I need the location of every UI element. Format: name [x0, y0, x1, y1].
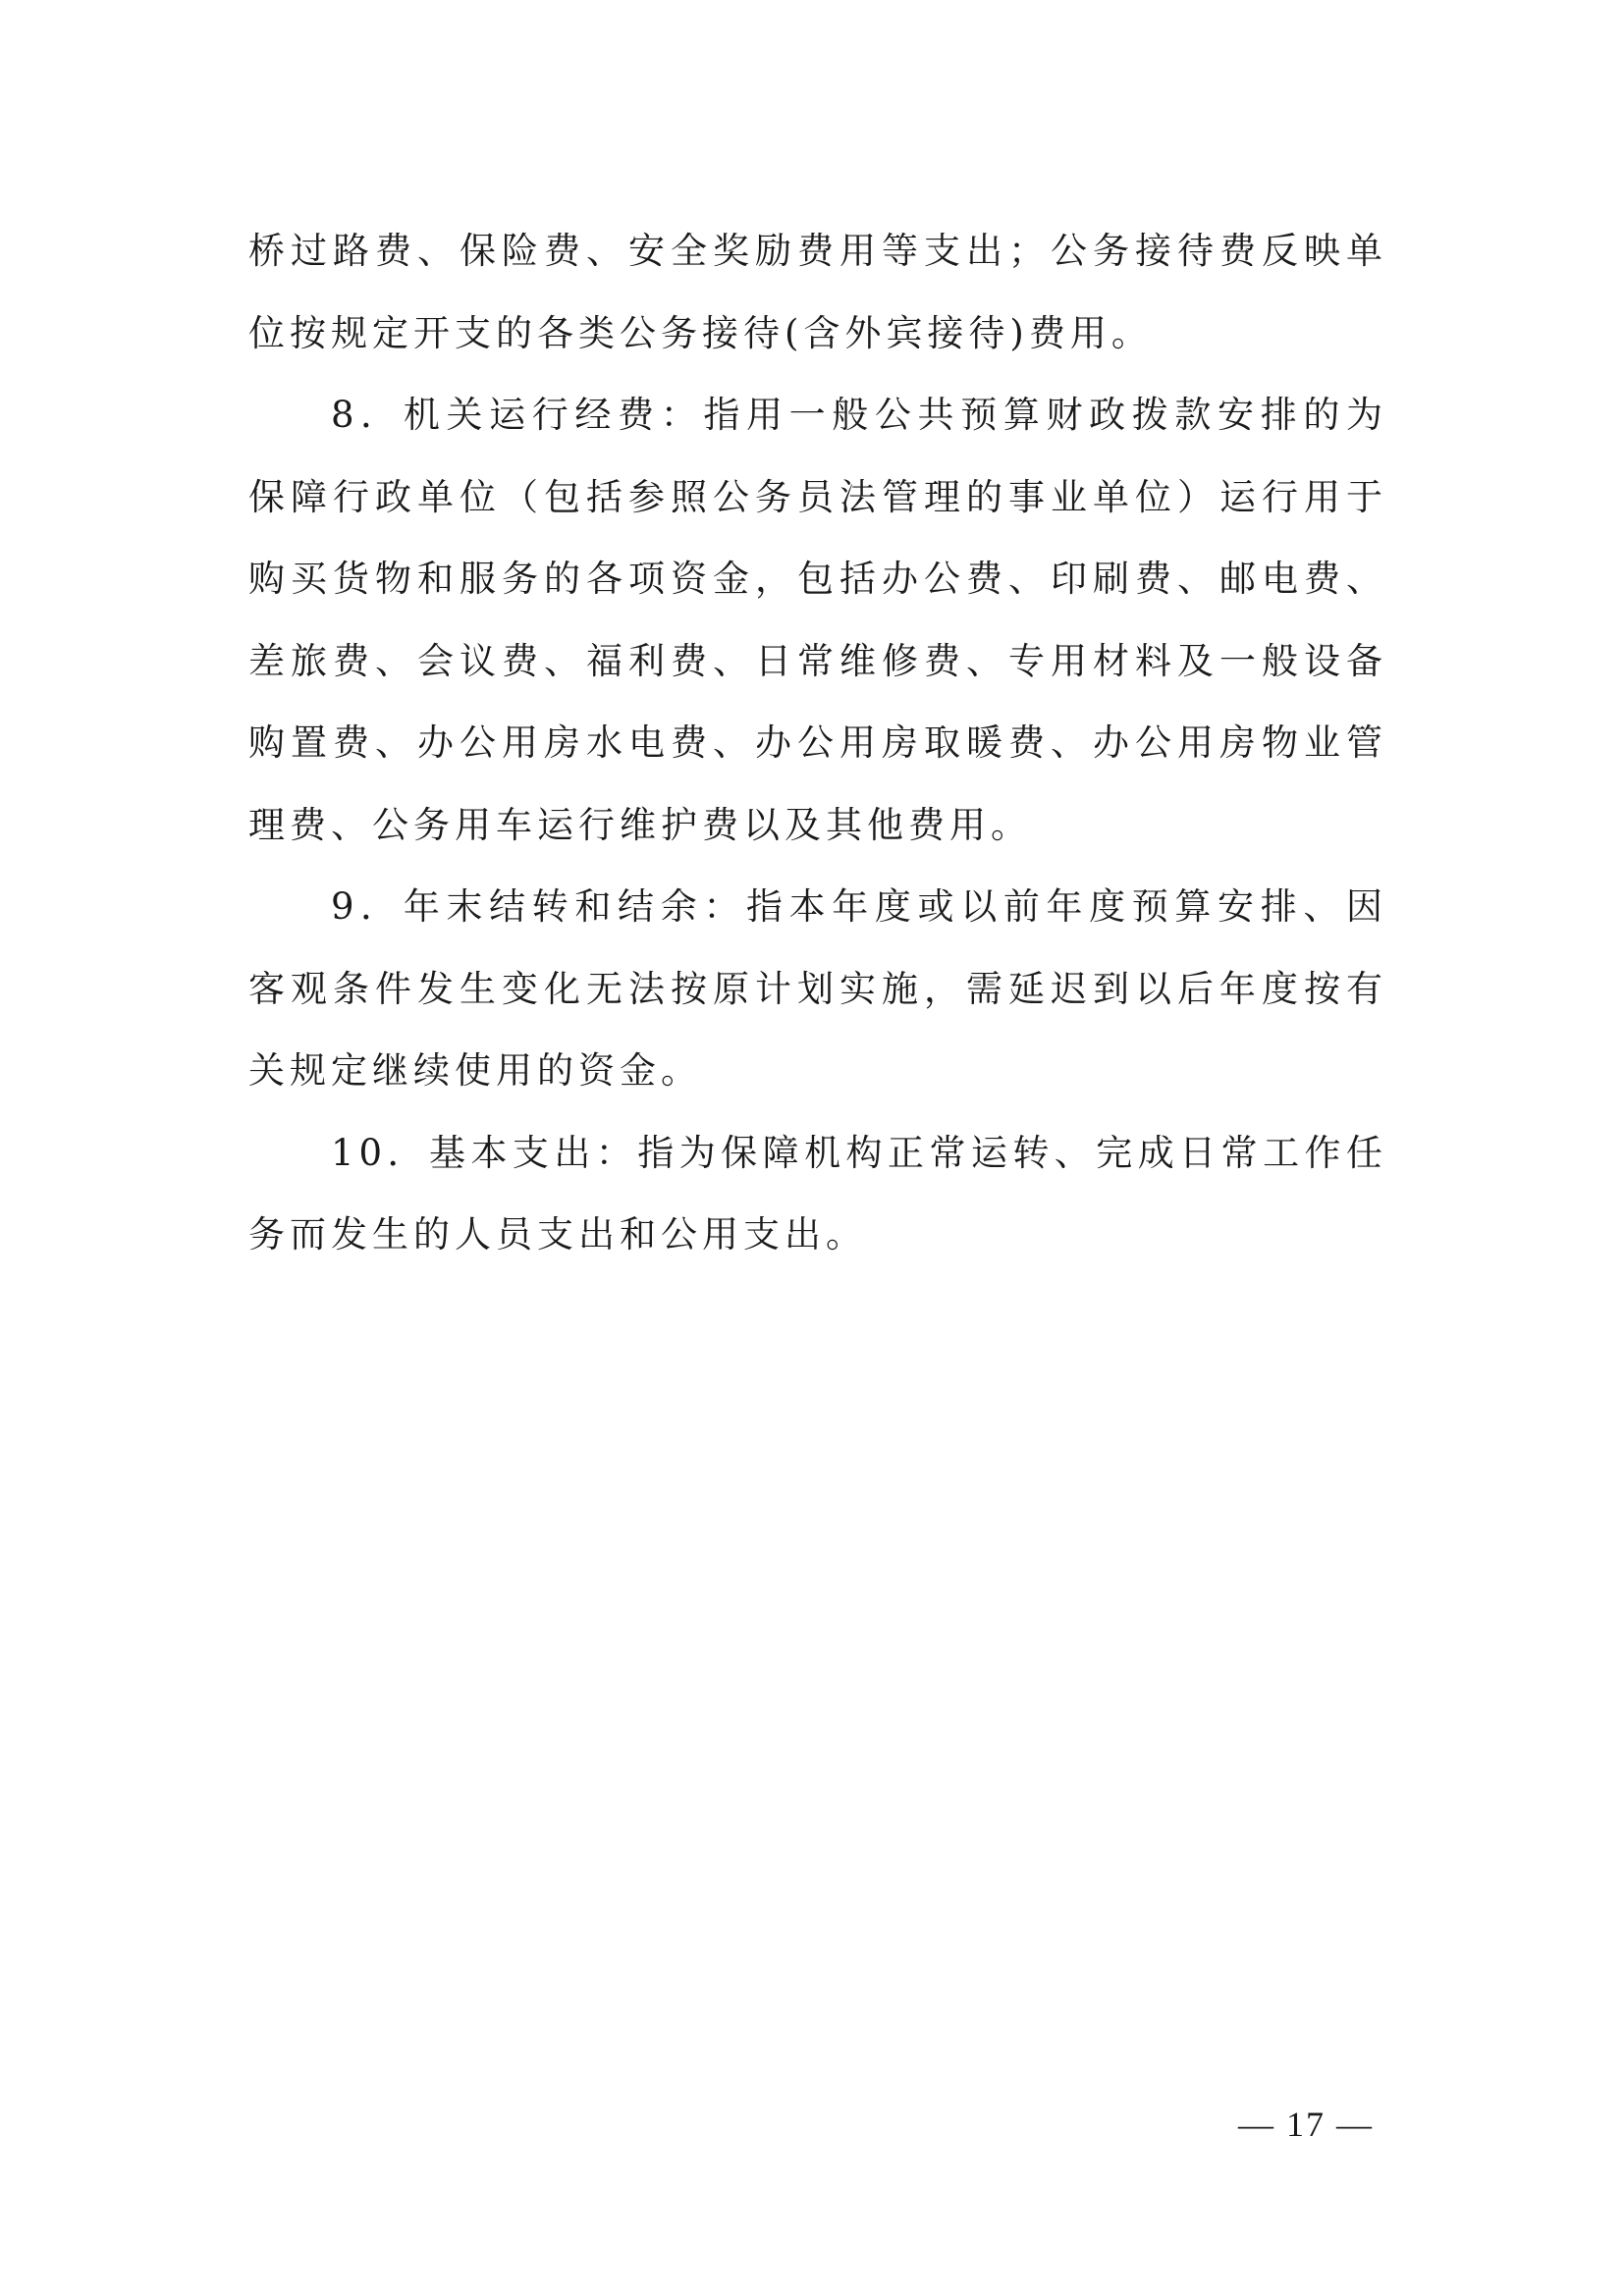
paragraph-item-9: 9．年末结转和结余：指本年度或以前年度预算安排、因客观条件发生变化无法按原计划实施，需延迟到以后年度按有关规定继续使用的资金。 — [248, 885, 1387, 1092]
paragraph-item-8: 8．机关运行经费：指用一般公共预算财政拨款安排的为保障行政单位（包括参照公务员法管理的事业单位）运行用于购买货物和服务的各项资金，包括办公费、印刷费、邮电费、差旅费、会议费、福利费、日常维修费、专用材料及一般设备购置费、办公用房水电费、办公用房取暖费、办公用房物业管理费、公务用车运行维护费以及其他费用。 — [248, 394, 1387, 846]
body-text — [248, 210, 1387, 1276]
page-number: — 17 — — [1238, 2105, 1374, 2144]
paragraph-continuation: 桥过路费、保险费、安全奖励费用等支出；公务接待费反映单位按规定开支的各类公务接待(含外宾接待)费用。 — [248, 230, 1387, 354]
paragraph-item-10: 10．基本支出：指为保障机构正常运转、完成日常工作任务而发生的人员支出和公用支出。 — [248, 1131, 1387, 1255]
